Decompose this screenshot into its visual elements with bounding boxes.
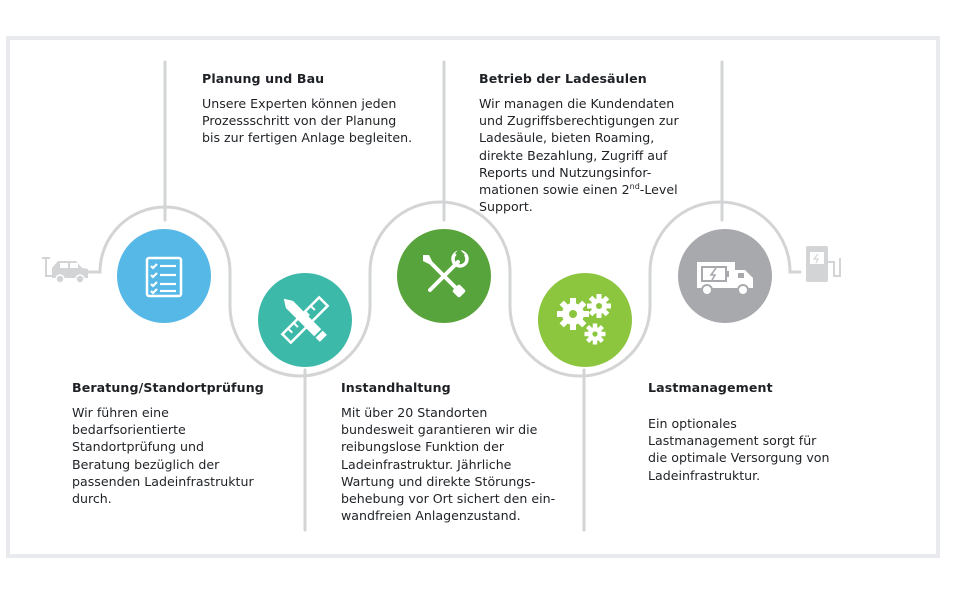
step-description: Unsere Experten können jeden Prozessschritt von der Planung bis zur fertigen Anlage begleiten. <box>202 96 413 146</box>
step-title: Lastmanagement <box>648 380 773 395</box>
step-description: Ein optionales Lastmanagement sorgt für die optimale Versorgung von Ladeinfrastruktur. <box>648 416 830 483</box>
ruler-pencil-icon <box>257 272 353 368</box>
battery-truck-icon <box>677 228 773 324</box>
step-lastmanagement <box>648 380 830 484</box>
step-description: Mit über 20 Standorten bundesweit garantieren wir die reibungslose Funktion der Ladeinfrastruktur. Jährliche Wartung und direkte Störungs- behebung vor Ort sichert den ein- wandfreien Anlagenzustand. <box>341 405 556 524</box>
wrench-screwdriver-icon <box>396 228 492 324</box>
charging-station-icon <box>806 246 840 282</box>
step-beratung <box>72 380 264 507</box>
step-planung <box>202 71 412 147</box>
checklist-icon <box>116 228 212 324</box>
gears-icon <box>537 272 633 368</box>
electric-car-icon <box>42 258 88 283</box>
step-betrieb <box>479 71 679 215</box>
step-title: Beratung/Standortprüfung <box>72 380 264 395</box>
step-title: Planung und Bau <box>202 71 325 86</box>
step-description: Wir führen eine bedarfsorientierte Standortprüfung und Beratung bezüglich der passenden Ladeinfrastruktur durch. <box>72 405 254 507</box>
step-title: Betrieb der Ladesäulen <box>479 71 647 86</box>
step-description: Wir managen die Kundendaten und Zugriffsberechtigungen zur Ladesäule, bieten Roaming, direkte Bezahlung, Zugriff auf Reports und Nutzungsinfor- mationen sowie einen 2nd-Level Support. <box>479 96 679 215</box>
step-title: Instandhaltung <box>341 380 451 395</box>
step-instandhaltung <box>341 380 555 524</box>
